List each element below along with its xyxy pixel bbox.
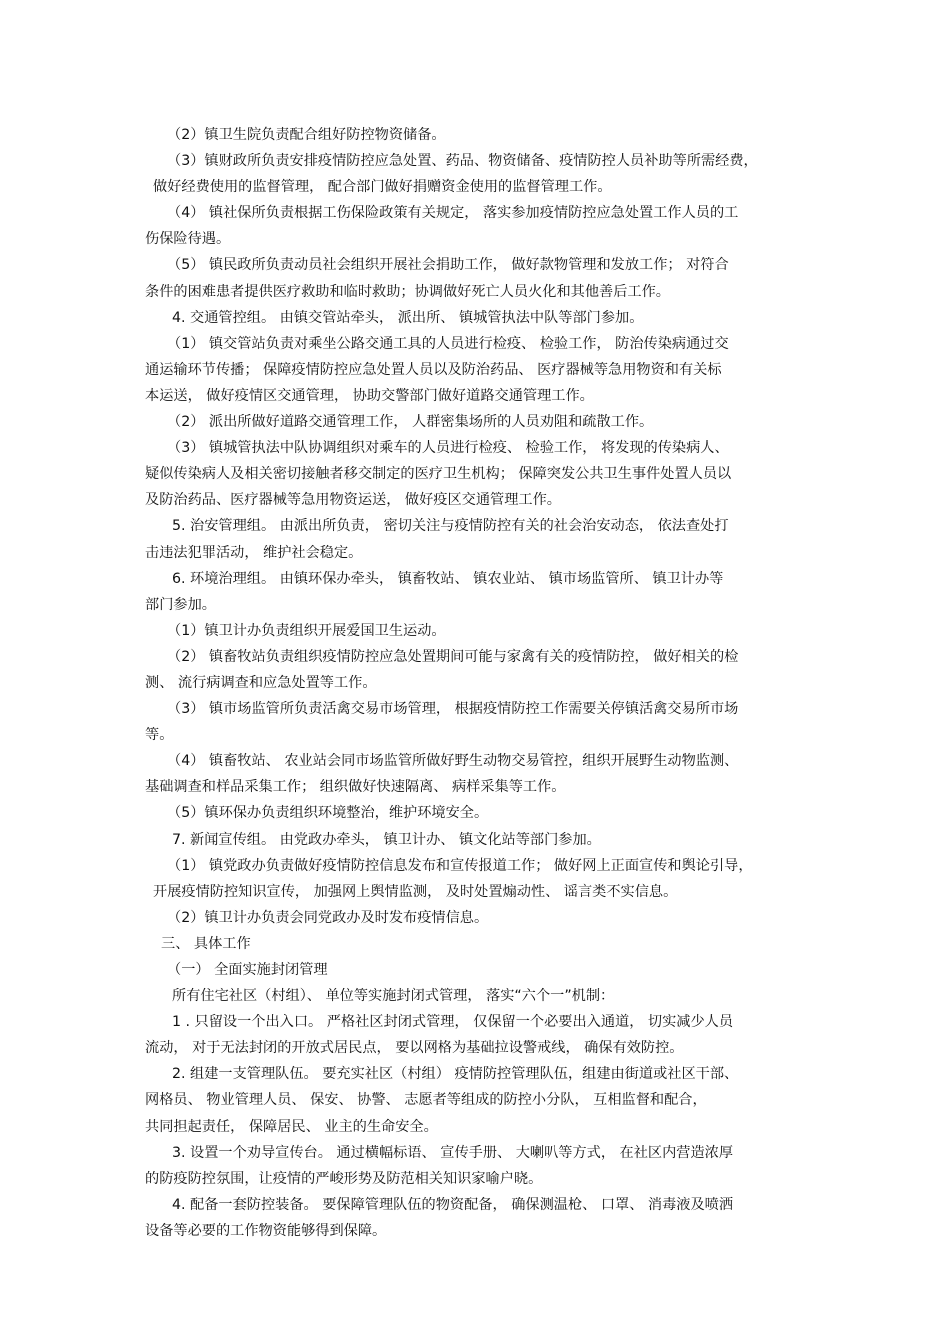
paragraph-line: 开展疫情防控知识宣传， 加强网上舆情监测， 及时处置煽动性、 谣言类不实信息。 xyxy=(153,883,678,900)
section-heading: 4. 交通管控组。 由镇交管站牵头， 派出所、 镇城管执法中队等部门参加。 xyxy=(172,309,644,326)
paragraph-line: 通运输环节传播； 保障疫情防控应急处置人员以及防治药品、 医疗器械等急用物资和有关标 xyxy=(145,361,722,378)
section-heading: 6. 环境治理组。 由镇环保办牵头， 镇畜牧站、 镇农业站、 镇市场监管所、 镇卫计办等 xyxy=(172,570,724,587)
paragraph-line: （3） 镇城管执法中队协调组织对乘车的人员进行检疫、 检验工作， 将发现的传染病人、 xyxy=(167,440,729,457)
paragraph-line: 2. 组建一支管理队伍。 要充实社区（村组） 疫情防控管理队伍，组建由街道或社区干部、 xyxy=(172,1066,739,1083)
paragraph-line: （2） 镇畜牧站负责组织疫情防控应急处置期间可能与家禽有关的疫情防控， 做好相关的检 xyxy=(167,648,739,665)
document-body xyxy=(145,122,835,1244)
paragraph-line: 做好经费使用的监督管理， 配合部门做好捐赠资金使用的监督管理工作。 xyxy=(153,179,612,196)
paragraph-line: 伤保险待遇。 xyxy=(145,231,231,248)
paragraph-line: 本运送， 做好疫情区交通管理， 协助交警部门做好道路交通管理工作。 xyxy=(145,387,594,404)
paragraph-line: 3. 设置一个劝导宣传台。 通过横幅标语、 宣传手册、 大喇叭等方式， 在社区内营造浓厚 xyxy=(172,1144,734,1161)
paragraph-line: （4） 镇畜牧站、 农业站会同市场监管所做好野生动物交易管控，组织开展野生动物监测、 xyxy=(167,753,739,770)
paragraph-line: （2）镇卫生院负责配合组好防控物资储备。 xyxy=(167,127,446,143)
paragraph-line: （2） 派出所做好道路交通管理工作， 人群密集场所的人员劝阻和疏散工作。 xyxy=(167,414,654,431)
paragraph-line: （2）镇卫计办负责会同党政办及时发布疫情信息。 xyxy=(167,909,489,926)
paragraph-line: 流动， 对于无法封闭的开放式居民点， 要以网格为基础拉设警戒线， 确保有效防控。 xyxy=(145,1040,684,1057)
paragraph-line: 部门参加。 xyxy=(145,596,216,613)
paragraph-line: 共同担起责任， 保障居民、 业主的生命安全。 xyxy=(145,1118,438,1135)
paragraph-line: 所有住宅社区（村组）、 单位等实施封闭式管理， 落实“六个一”机制： xyxy=(172,988,615,1005)
paragraph-line: （3） 镇市场监管所负责活禽交易市场管理， 根据疫情防控工作需要关停镇活禽交易所市场 xyxy=(167,701,739,718)
section-heading: 5. 治安管理组。 由派出所负责， 密切关注与疫情防控有关的社会治安动态， 依法查处打 xyxy=(172,518,729,535)
paragraph-line: （4） 镇社保所负责根据工伤保险政策有关规定， 落实参加疫情防控应急处置工作人员的工 xyxy=(167,205,739,222)
paragraph-line: （5） 镇民政所负责动员社会组织开展社会捐助工作， 做好款物管理和发放工作； 对符合 xyxy=(167,257,729,274)
paragraph-line: 测、 流行病调查和应急处置等工作。 xyxy=(145,674,377,691)
paragraph-line: （5）镇环保办负责组织环境整治，维护环境安全。 xyxy=(167,805,489,822)
subsection-heading: （一） 全面实施封闭管理 xyxy=(167,962,328,978)
paragraph-line: 网格员、 物业管理人员、 保安、 协警、 志愿者等组成的防控小分队， 互相监督和配合， xyxy=(145,1092,707,1109)
paragraph-line: 基础调查和样品采集工作； 组织做好快速隔离、 病样采集等工作。 xyxy=(145,779,566,796)
paragraph-line: （3）镇财政所负责安排疫情防控应急处置、药品、物资储备、疫情防控人员补助等所需经费， xyxy=(167,153,758,170)
paragraph-line: 设备等必要的工作物资能够得到保障。 xyxy=(145,1222,387,1239)
chapter-heading: 三、 具体工作 xyxy=(161,935,251,952)
paragraph-line: 疑似传染病人及相关密切接触者移交制定的医疗卫生机构； 保障突发公共卫生事件处置人员以 xyxy=(145,466,732,483)
section-heading: 7. 新闻宣传组。 由党政办牵头， 镇卫计办、 镇文化站等部门参加。 xyxy=(172,831,601,848)
paragraph-line: 4. 配备一套防控装备。 要保障管理队伍的物资配备， 确保测温枪、 口罩、 消毒液及喷洒 xyxy=(172,1196,734,1213)
paragraph-line: 击违法犯罪活动， 维护社会稳定。 xyxy=(145,544,363,561)
paragraph-line: （1） 镇党政办负责做好疫情防控信息发布和宣传报道工作； 做好网上正面宣传和舆论引导， xyxy=(167,857,753,874)
paragraph-line: （1）镇卫计办负责组织开展爱国卫生运动。 xyxy=(167,622,446,639)
paragraph-line: （1） 镇交管站负责对乘坐公路交通工具的人员进行检疫、 检验工作， 防治传染病通过交 xyxy=(167,335,729,352)
paragraph-line: 的防疫防控氛围，让疫情的严峻形势及防范相关知识家喻户晓。 xyxy=(145,1170,543,1187)
paragraph-line: 及防治药品、医疗器械等急用物资运送， 做好疫区交通管理工作。 xyxy=(145,492,561,509)
paragraph-line: 条件的困难患者提供医疗救助和临时救助；协调做好死亡人员火化和其他善后工作。 xyxy=(145,283,670,300)
paragraph-line: 1 . 只留设一个出入口。 严格社区封闭式管理， 仅保留一个必要出入通道， 切实减少人员 xyxy=(172,1014,734,1031)
paragraph-line: 等。 xyxy=(145,727,174,744)
